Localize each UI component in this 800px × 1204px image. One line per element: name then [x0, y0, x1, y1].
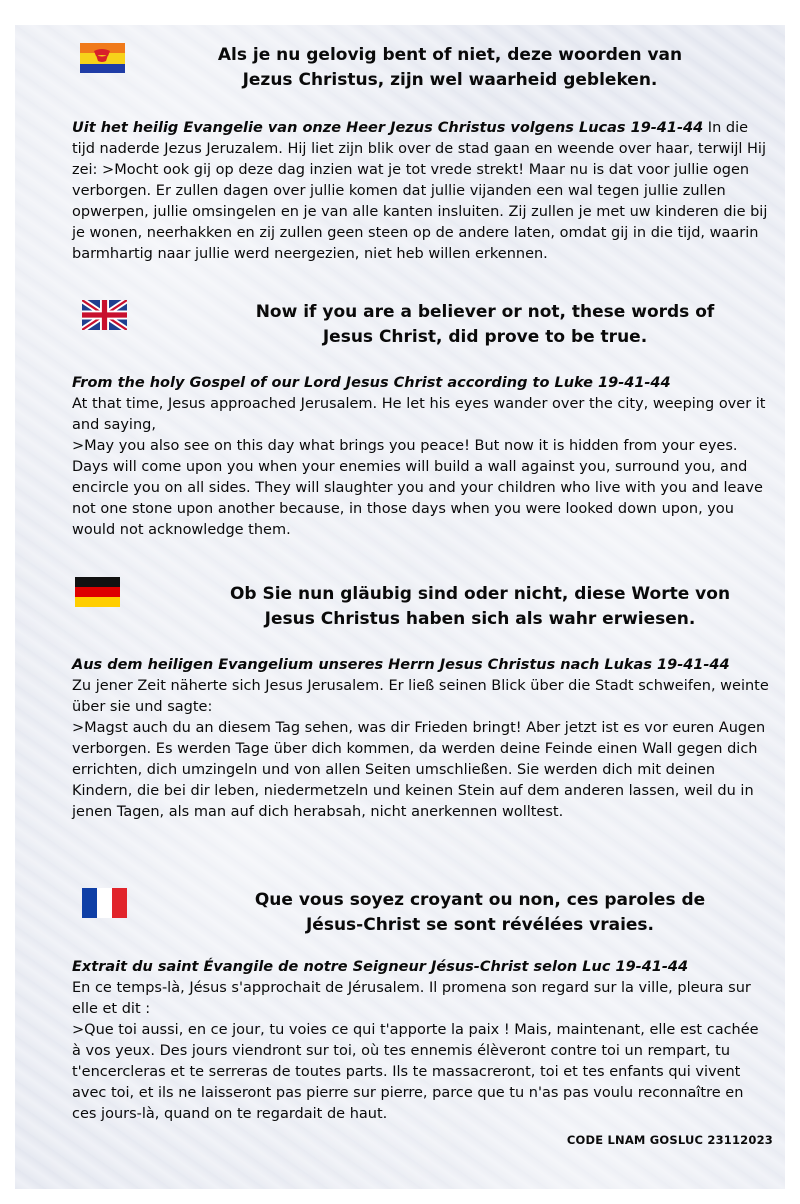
headline-german	[195, 582, 765, 632]
headline-english	[195, 300, 775, 350]
headline-line: Ob Sie nun gläubig sind oder nicht, diese Worte von	[229, 584, 731, 604]
scripture-line: >Magst auch du an diesem Tag sehen, was dir Frieden bringt! Aber jetzt ist es vor euren Augen verborgen. Es werden Tage über dich kommen, da werden deine Feinde einen Wall gegen dich errichten, dich umzingeln und von allen Seiten umschließen. Sie werden dich mit deinen Kindern, die bei dir leben, niedermetzeln und keinen Stein auf dem anderen lassen, weil du in jenen Tagen, als man auf dich herabsah, nicht anerkennen wolltest.	[72, 720, 766, 820]
germany-flag-icon	[75, 577, 120, 607]
scripture-reference: Extrait du saint Évangile de notre Seigneur Jésus-Christ selon Luc 19-41-44	[72, 959, 689, 975]
headline-dutch	[155, 43, 745, 93]
headline-line: Jésus-Christ se sont révélées vraies.	[305, 915, 655, 935]
scripture-reference: From the holy Gospel of our Lord Jesus Christ according to Luke 19-41-44	[72, 375, 671, 391]
footer-code: CODE LNAM GOSLUC 23112023	[566, 1133, 773, 1147]
body-french	[72, 957, 772, 1125]
body-dutch	[72, 118, 772, 265]
scripture-line: At that time, Jesus approached Jerusalem. He let his eyes wander over the city, weeping over it and saying,	[72, 396, 766, 433]
scripture-reference: Uit het heilig Evangelie van onze Heer Jezus Christus volgens Lucas 19-41-44	[72, 120, 704, 136]
body-german	[72, 655, 772, 823]
headline-line: Als je nu gelovig bent of niet, deze woorden van	[217, 45, 683, 65]
france-flag-icon	[82, 888, 127, 918]
union-jack-flag-icon	[82, 300, 127, 330]
headline-french	[195, 888, 765, 938]
body-english	[72, 373, 772, 541]
flanders-flag-icon	[80, 43, 125, 73]
headline-line: Jesus Christ, did prove to be true.	[322, 327, 648, 347]
headline-line: Jezus Christus, zijn wel waarheid gebleken.	[242, 70, 658, 90]
scripture-line: >May you also see on this day what brings you peace! But now it is hidden from your eyes. Days will come upon you when your enemies will build a wall against you, surround you, and encircle you on all sides. They will slaughter you and your children who live with you and leave not one stone upon another because, in those days when you were looked down upon, you would not acknowledge them.	[72, 438, 763, 538]
headline-line: Jesus Christus haben sich als wahr erwiesen.	[264, 609, 696, 629]
scripture-line: Zu jener Zeit näherte sich Jesus Jerusalem. Er ließ seinen Blick über die Stadt schweifen, weinte über sie und sagte:	[72, 678, 769, 715]
headline-line: Que vous soyez croyant ou non, ces paroles de	[254, 890, 706, 910]
headline-line: Now if you are a believer or not, these words of	[255, 302, 715, 322]
scripture-reference: Aus dem heiligen Evangelium unseres Herrn Jesus Christus nach Lukas 19-41-44	[72, 657, 730, 673]
document-page	[15, 25, 785, 1189]
scripture-line: >Que toi aussi, en ce jour, tu voies ce qui t'apporte la paix ! Mais, maintenant, elle est cachée à vos yeux. Des jours viendront sur toi, où tes ennemis élèveront contre toi un rempart, tu t'encercleras et te serreras de toutes parts. Ils te massacreront, toi et tes enfants qui vivent avec toi, et ils ne laisseront pas pierre sur pierre, parce que tu n'as pas voulu reconnaître en ces jours-là, quand on te regardait de haut.	[72, 1022, 759, 1122]
scripture-text: In die tijd naderde Jezus Jeruzalem. Hij liet zijn blik over de stad gaan en weende over haar, terwijl Hij zei: >Mocht ook gij op deze dag inzien wat je tot vrede strekt! Maar nu is dat voor jullie ogen verborgen. Er zullen dagen over jullie komen dat jullie vijanden een wal tegen jullie zullen opwerpen, jullie omsingelen en je van alle kanten insluiten. Zij zullen je met uw kinderen die bij je wonen, neerhakken en zij zullen geen steen op de andere laten, omdat gij in die tijd, waarin barmhartig naar jullie werd neergezien, niet heb willen erkennen.	[72, 120, 768, 262]
scripture-line: En ce temps-là, Jésus s'approchait de Jérusalem. Il promena son regard sur la ville, pleura sur elle et dit :	[72, 980, 751, 1017]
